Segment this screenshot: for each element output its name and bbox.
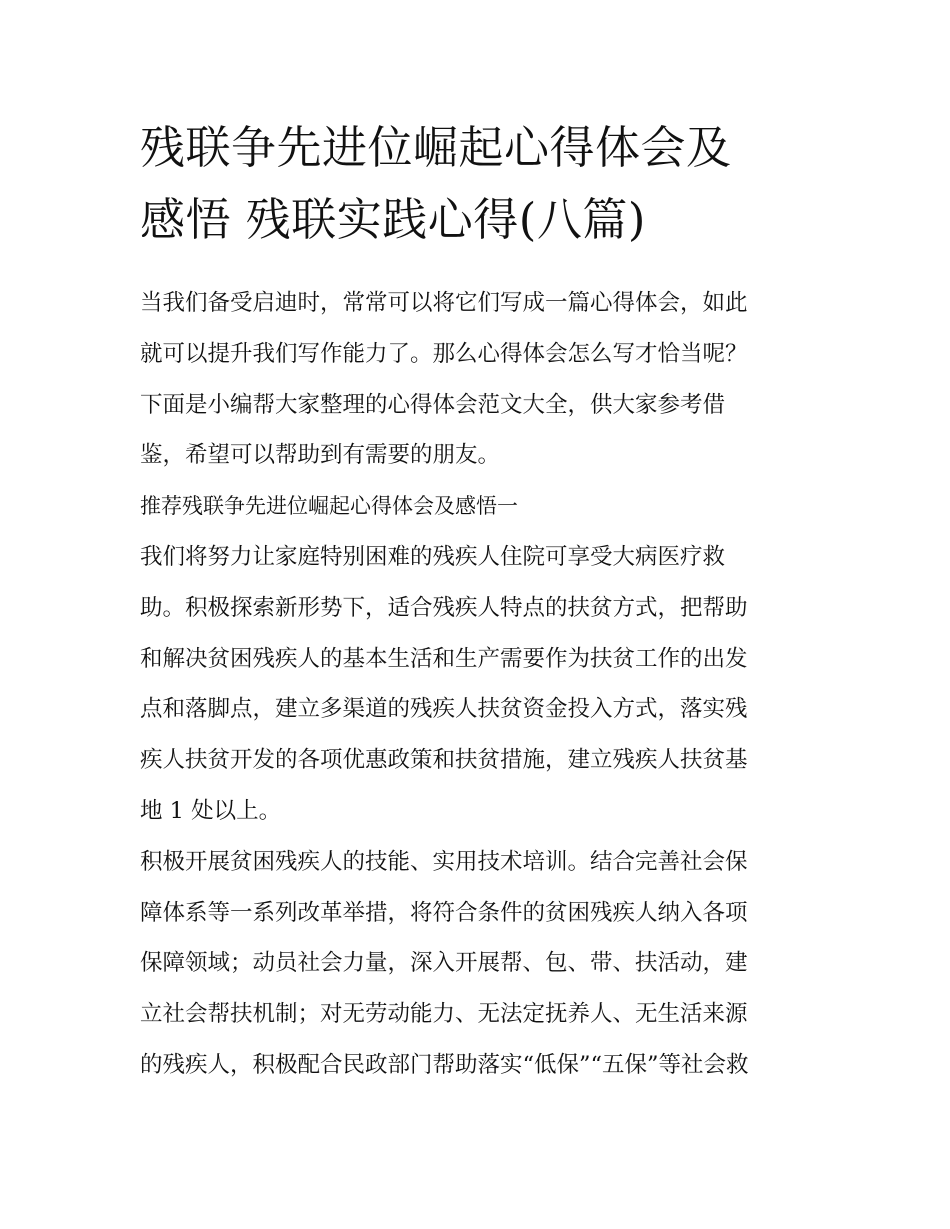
intro-paragraph — [140, 278, 820, 481]
paragraph-line: 立社会帮扶机制；对无劳动能力、无法定抚养人、无生活来源 — [140, 1001, 748, 1028]
paragraph-line: 我们将努力让家庭特别困难的残疾人住院可享受大病医疗救 — [140, 543, 726, 570]
paragraph-line: 助。积极探索新形势下，适合残疾人特点的扶贫方式，把帮助 — [140, 594, 748, 621]
body-paragraph — [140, 532, 820, 837]
paragraph-line: 疾人扶贫开发的各项优惠政策和扶贫措施，建立残疾人扶贫基 — [140, 747, 748, 774]
body-paragraph — [140, 837, 820, 1091]
document-body — [140, 278, 820, 1091]
title-line-1: 残联争先进位崛起心得体会及 — [140, 121, 732, 174]
section-heading — [140, 481, 820, 532]
paragraph-line: 下面是小编帮大家整理的心得体会范文大全，供大家参考借 — [140, 391, 726, 418]
paragraph-line: 积极开展贫困残疾人的技能、实用技术培训。结合完善社会保 — [140, 848, 748, 875]
paragraph-line: 的残疾人，积极配合民政部门帮助落实“低保”“五保”等社会救 — [140, 1051, 749, 1078]
paragraph-line: 和解决贫困残疾人的基本生活和生产需要作为扶贫工作的出发 — [140, 645, 748, 672]
paragraph-line: 点和落脚点，建立多渠道的残疾人扶贫资金投入方式，落实残 — [140, 696, 748, 723]
paragraph-line: 就可以提升我们写作能力了。那么心得体会怎么写才恰当呢？ — [140, 340, 748, 367]
paragraph-line: 障体系等一系列改革举措，将符合条件的贫困残疾人纳入各项 — [140, 899, 748, 926]
paragraph-line: 保障领域；动员社会力量，深入开展帮、包、带、扶活动，建 — [140, 950, 748, 977]
document-title — [140, 112, 820, 256]
paragraph-line: 地 1 处以上。 — [140, 797, 282, 824]
section-heading-text: 推荐残联争先进位崛起心得体会及感悟一 — [140, 494, 518, 519]
paragraph-line: 当我们备受启迪时，常常可以将它们写成一篇心得体会，如此 — [140, 290, 748, 316]
title-line-2: 感悟 残联实践心得(八篇) — [140, 193, 646, 246]
paragraph-line: 鉴，希望可以帮助到有需要的朋友。 — [140, 442, 501, 469]
